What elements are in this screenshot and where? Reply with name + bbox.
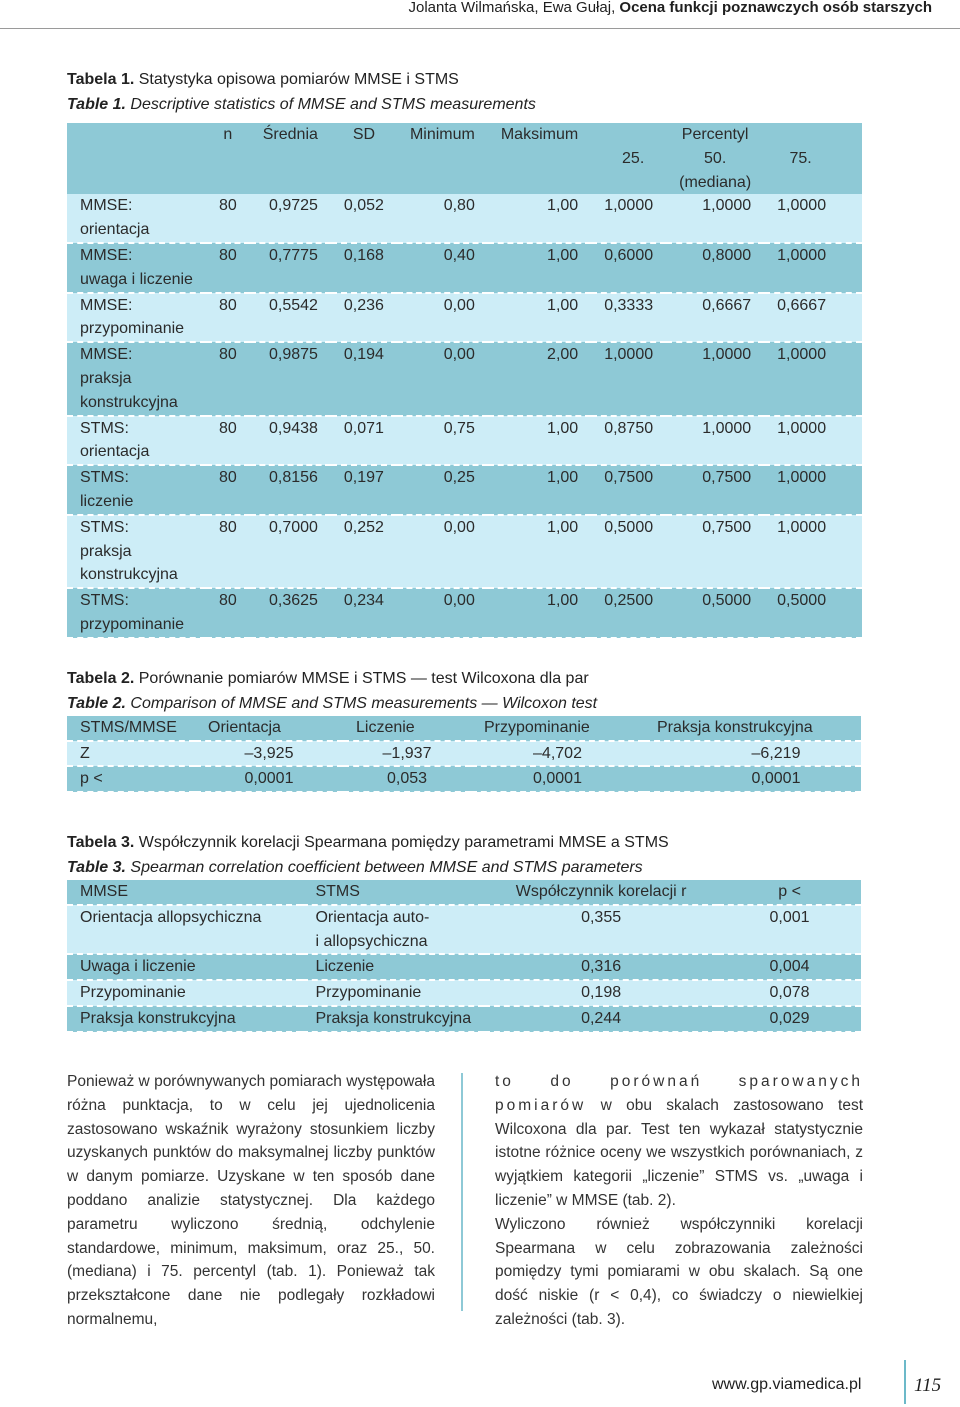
- col-n: n: [223, 126, 233, 143]
- table-row: [67, 515, 862, 588]
- t2-head-przypominanie: Przypominanie: [484, 719, 590, 736]
- row-label: STMS: przypominanie: [80, 592, 185, 633]
- table1-header-row: [67, 123, 862, 194]
- t3-head-p: p <: [778, 883, 801, 900]
- cell-mean: 0,9438: [268, 419, 318, 437]
- cell-mean: 0,7775: [268, 246, 318, 264]
- cell-p: 0,004: [769, 958, 810, 976]
- cell-n: 80: [218, 469, 237, 487]
- table-row: [67, 293, 862, 343]
- table-row: p < 0,0001 0,053 0,0001 0,0001: [67, 766, 861, 792]
- cell-stms: Liczenie: [315, 958, 375, 976]
- table-row: [67, 243, 862, 293]
- row-label: STMS: liczenie: [80, 469, 134, 510]
- cell-sd: 0,071: [343, 419, 384, 437]
- cell-p75: 0,6667: [777, 296, 827, 314]
- cell-p25: 0,5000: [604, 518, 654, 536]
- table1-caption-en: Table 1. Descriptive statistics of MMSE and STMS measurements: [67, 96, 536, 113]
- cell-mean: 0,8156: [268, 469, 318, 487]
- cell-mean: 0,5542: [268, 296, 318, 314]
- t2-head-liczenie: Liczenie: [356, 719, 415, 736]
- table-row: [67, 194, 862, 243]
- cell-mmse: Przypominanie: [80, 984, 186, 1002]
- cell-min: 0,00: [443, 346, 475, 364]
- cell-p: 0,029: [769, 1009, 810, 1027]
- column-divider: [461, 1073, 463, 1311]
- cell-p25: 0,8750: [604, 419, 654, 437]
- row-label: STMS: praksja konstrukcyjna: [80, 518, 178, 584]
- cell-max: 1,00: [547, 197, 579, 215]
- row-label: MMSE: przypominanie: [80, 296, 185, 338]
- col-max: Maksimum: [500, 126, 579, 143]
- cell-p75: 1,0000: [777, 419, 827, 437]
- row-label: MMSE: orientacja: [80, 197, 150, 239]
- col-sd: SD: [352, 126, 376, 143]
- body-paragraph: to do porównań sparowanych pomiarów w obu skalach zastosowano test Wilcoxona dla par. Test ten wykazał statystycznie istotne różnice oceny we wszystkich porównaniach, z wyjątkiem kategorii „liczenie” STMS vs. „uwaga i liczenie” w MMSE (tab. 2).: [495, 1073, 864, 1209]
- header-title: Ocena funkcji poznawczych osób starszych: [619, 0, 932, 16]
- t3-head-mmse: MMSE: [80, 883, 128, 900]
- cell-sd: 0,234: [343, 592, 384, 610]
- t2-head-orientacja: Orientacja: [208, 719, 281, 736]
- table-row: [67, 1006, 861, 1032]
- cell-min: 0,25: [443, 469, 475, 487]
- table-row: Z –3,925 –1,937 –4,702 –6,219: [67, 741, 861, 767]
- t2-head-praksja: Praksja konstrukcyjna: [657, 719, 813, 736]
- cell-min: 0,00: [443, 296, 475, 314]
- cell-sd: 0,168: [343, 246, 384, 264]
- table2: [67, 716, 861, 793]
- header-text: [408, 0, 932, 16]
- cell-p75: 1,0000: [777, 518, 827, 536]
- table1: [67, 123, 862, 639]
- footer-url: www.gp.viamedica.pl: [712, 1376, 862, 1393]
- col-srednia: Średnia: [262, 126, 318, 143]
- body-paragraph: Ponieważ w porównywanych pomiarach występowała różna punktacja, to w celu jej ujednolicenia zastosowano wskaźnik wyrażony stosunkiem liczby uzyskanych punktów do maksymalnej liczby punktów w danym pomiarze. Uzyskane w ten sposób dane poddano analizie statystycznej. Dla każdego parametru wyliczono średnią, odchylenie standardowe, minimum, maksimum, oraz 25., 50. (mediana) i 75. percentyl (tab. 1). Ponieważ tak przekształcone dane nie podlegały rozkładowi normalnemu,: [67, 1073, 435, 1328]
- cell-p50: 1,0000: [702, 419, 752, 437]
- table3-header-row: [67, 880, 861, 905]
- cell-p50: 0,8000: [702, 246, 752, 264]
- cell-max: 1,00: [547, 419, 579, 437]
- cell-p50: 0,6667: [702, 296, 752, 314]
- table-row: [67, 905, 861, 955]
- t3-head-stms: STMS: [315, 883, 360, 900]
- body-column-left: [67, 1070, 435, 1332]
- col-min: Minimum: [409, 126, 475, 143]
- cell-r: 0,316: [581, 958, 622, 976]
- cell-max: 1,00: [547, 518, 579, 536]
- cell-min: 0,00: [443, 518, 475, 536]
- table-row: [67, 980, 861, 1006]
- row-label: MMSE: uwaga i liczenie: [80, 246, 193, 288]
- running-header: [0, 0, 960, 28]
- cell-p25: 0,6000: [604, 246, 654, 264]
- cell-mean: 0,3625: [268, 592, 318, 610]
- table-row: [67, 416, 862, 466]
- cell-p25: 0,3333: [604, 296, 654, 314]
- cell-p75: 1,0000: [777, 197, 827, 215]
- header-rule: [0, 28, 960, 29]
- cell-r: 0,244: [581, 1009, 622, 1027]
- cell-p: 0,001: [769, 908, 810, 926]
- table3: [67, 880, 861, 1033]
- table2-caption-en: Table 2. Comparison of MMSE and STMS measurements — Wilcoxon test: [67, 695, 598, 712]
- cell-p75: 1,0000: [777, 246, 827, 264]
- table2-caption-pl: Tabela 2. Porównanie pomiarów MMSE i STMS — test Wilcoxona dla par: [67, 670, 589, 687]
- table-row: [67, 954, 861, 980]
- cell-p50: 0,5000: [702, 592, 752, 610]
- cell-sd: 0,236: [343, 296, 384, 314]
- cell-r: 0,355: [581, 908, 622, 926]
- cell-p25: 0,2500: [604, 592, 654, 610]
- table1-caption-pl: Tabela 1. Statystyka opisowa pomiarów MMSE i STMS: [67, 71, 459, 88]
- footer-divider: [904, 1360, 906, 1404]
- body-paragraph: Wyliczono również współczynniki korelacji Spearmana w celu zobrazowania zależności pomiędzy tymi pomiarami w obu skalach. Są one dość niskie (r < 0,4), co świadczy o niewielkiej zależności (tab. 3).: [495, 1215, 863, 1328]
- cell-max: 2,00: [547, 346, 579, 364]
- cell-mmse: Praksja konstrukcyjna: [80, 1009, 236, 1027]
- cell-n: 80: [218, 197, 237, 215]
- table3-caption-en: Table 3. Spearman correlation coefficient between MMSE and STMS parameters: [67, 859, 643, 876]
- table2-header-row: [67, 716, 861, 741]
- col-p25: 25.: [622, 149, 645, 167]
- t2-head-stms-mmse: STMS/MMSE: [80, 719, 177, 736]
- t3-head-r: Współczynnik korelacji r: [515, 883, 687, 900]
- cell-n: 80: [218, 246, 237, 264]
- col-p50: Percentyl 50. (mediana): [666, 123, 764, 194]
- header-authors: Jolanta Wilmańska, Ewa Gułaj,: [408, 0, 620, 16]
- cell-max: 1,00: [547, 592, 579, 610]
- cell-p50: 0,7500: [702, 518, 752, 536]
- cell-sd: 0,252: [343, 518, 384, 536]
- cell-n: 80: [218, 296, 237, 314]
- col-p75: 75.: [789, 149, 812, 167]
- cell-p: 0,078: [769, 984, 810, 1002]
- cell-p75: 1,0000: [777, 469, 827, 487]
- table3-caption: [67, 830, 669, 880]
- table-row: [67, 465, 862, 515]
- body-column-right: [495, 1070, 863, 1332]
- cell-min: 0,75: [443, 419, 475, 437]
- cell-mmse: Orientacja allopsychiczna: [80, 908, 262, 926]
- cell-p50: 0,7500: [702, 469, 752, 487]
- cell-stms: Przypominanie: [315, 984, 422, 1002]
- cell-sd: 0,052: [343, 197, 384, 215]
- cell-p50: 1,0000: [702, 346, 752, 364]
- cell-stms: Orientacja auto- i allopsychiczna: [315, 908, 430, 950]
- cell-p25: 0,7500: [604, 469, 654, 487]
- cell-p75: 0,5000: [777, 592, 827, 610]
- cell-mmse: Uwaga i liczenie: [80, 958, 196, 976]
- cell-n: 80: [218, 518, 237, 536]
- cell-n: 80: [218, 592, 237, 610]
- cell-n: 80: [218, 346, 237, 364]
- row-label: STMS: orientacja: [80, 419, 150, 461]
- col-percentyl: Percentyl: [681, 126, 749, 143]
- col-mediana: (mediana): [679, 173, 752, 191]
- cell-sd: 0,197: [343, 469, 384, 487]
- cell-stms: Praksja konstrukcyjna: [315, 1009, 472, 1027]
- cell-n: 80: [218, 419, 237, 437]
- cell-p50: 1,0000: [702, 197, 752, 215]
- cell-sd: 0,194: [343, 346, 384, 364]
- table1-caption: [67, 67, 536, 117]
- cell-p25: 1,0000: [604, 346, 654, 364]
- cell-max: 1,00: [547, 296, 579, 314]
- page-number: 115: [914, 1375, 942, 1396]
- cell-max: 1,00: [547, 469, 579, 487]
- cell-p25: 1,0000: [604, 197, 654, 215]
- table-row: [67, 342, 862, 415]
- table3-caption-pl: Tabela 3. Współczynnik korelacji Spearmana pomiędzy parametrami MMSE a STMS: [67, 834, 669, 851]
- cell-min: 0,00: [443, 592, 475, 610]
- cell-max: 1,00: [547, 246, 579, 264]
- cell-mean: 0,7000: [268, 518, 318, 536]
- row-label: MMSE: praksja konstrukcyjna: [80, 346, 178, 411]
- cell-mean: 0,9725: [268, 197, 318, 215]
- table-row: [67, 588, 862, 638]
- cell-min: 0,80: [443, 197, 475, 215]
- cell-p75: 1,0000: [777, 346, 827, 364]
- cell-r: 0,198: [581, 984, 622, 1002]
- table2-caption: [67, 666, 597, 716]
- cell-mean: 0,9875: [268, 346, 318, 364]
- cell-min: 0,40: [443, 246, 475, 264]
